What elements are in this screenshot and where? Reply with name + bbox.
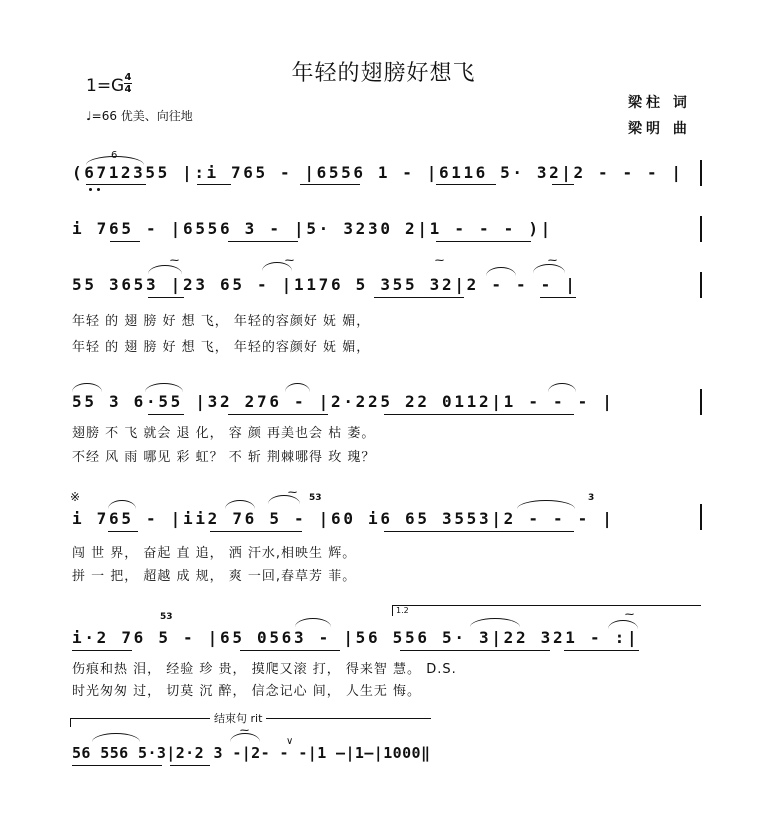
notation-line: 56 556 5·3|2·2 3 -|2- - -|1 —|1—|1000‖ [72, 744, 431, 762]
slur [548, 383, 576, 392]
beam [400, 650, 550, 651]
mordent: ⁓ [625, 610, 634, 620]
composer-credit: 梁明 曲 [628, 121, 691, 137]
breath-mark: ∨ [286, 736, 294, 747]
beam [108, 531, 138, 532]
beam [384, 414, 574, 415]
beam [210, 531, 302, 532]
beam [436, 184, 496, 185]
lyric-verse-2: 不经 风 雨 哪见 彩 虹？ 不 斩 荆棘哪得 玫 瑰？ [72, 450, 376, 465]
slur [108, 500, 136, 509]
time-signature-bottom: 4 [124, 84, 132, 95]
slur [72, 383, 102, 392]
beam [240, 650, 340, 651]
beam [148, 414, 184, 415]
slur [145, 383, 183, 392]
lyric-verse-2: 拼 一 把， 超越 成 规， 爽 一回,春草芳 菲。 [72, 569, 357, 584]
slur [517, 500, 575, 509]
beam [300, 184, 360, 185]
lyric-verse-2: 年轻 的 翅 膀 好 想 飞， 年轻的容颜好 妩 媚， [72, 340, 371, 355]
beam [86, 184, 146, 185]
segno-sign: ※ [70, 490, 81, 504]
lyricist-credit: 梁柱 词 [628, 95, 691, 111]
beam [170, 765, 210, 766]
tempo-marking: ♩=66 优美、向往地 [86, 109, 193, 123]
slur [148, 265, 182, 274]
notation-line: 55 3653 |23 65 - |1176 5 355 32|2 - - - | [72, 275, 578, 294]
time-signature [124, 73, 132, 94]
lyric-verse-1: 闯 世 界， 奋起 直 追， 洒 汗水,相映生 辉。 [72, 546, 357, 561]
mordent: ⁓ [170, 256, 179, 266]
time-signature-top: 4 [124, 72, 132, 83]
barline [700, 216, 702, 242]
barline [700, 272, 702, 298]
barline [700, 160, 702, 186]
volta-number: 1.2 [396, 606, 409, 615]
lyric-verse-2: 时光匆匆 过， 切莫 沉 醉， 信念记心 间， 人生无 悔。 [72, 684, 422, 699]
mordent: ⁓ [285, 256, 294, 266]
beam [148, 297, 184, 298]
barline [700, 389, 702, 415]
volta-bracket [392, 605, 701, 616]
beam [564, 650, 639, 651]
slur [285, 383, 310, 392]
beam [374, 297, 464, 298]
low-octave-dot [97, 188, 100, 191]
beam [552, 184, 574, 185]
beam [540, 297, 576, 298]
beam [110, 241, 140, 242]
ending-label: 结束句 rit [210, 710, 266, 726]
grace-note: 3 [588, 493, 595, 503]
mordent: ⁓ [240, 726, 249, 736]
beam [72, 765, 162, 766]
slur [470, 618, 520, 627]
beam [228, 414, 328, 415]
beam [436, 241, 531, 242]
slur [225, 500, 255, 509]
notation-line: i·2 76 5 - |65 0563 - |56 556 5· 3|22 321 - :| [72, 628, 640, 647]
slur [295, 618, 331, 627]
beam [72, 650, 132, 651]
barline [700, 504, 702, 530]
mordent: ⁓ [288, 488, 297, 498]
notation-line: 55 3 6·55 |32 276 - |2·225 22 0112|1 - - - | [72, 392, 615, 411]
low-octave-dot [89, 188, 92, 191]
beam [197, 184, 231, 185]
grace-note: 53 [160, 612, 173, 622]
mordent: ⁓ [548, 256, 557, 266]
lyric-verse-1: 年轻 的 翅 膀 好 想 飞， 年轻的容颜好 妩 媚， [72, 314, 371, 329]
ornament-number: 6 [111, 150, 118, 161]
beam [384, 531, 574, 532]
beam [228, 241, 298, 242]
key-signature: 1=G [86, 76, 125, 96]
song-title: 年轻的翅膀好想飞 [291, 61, 476, 86]
notation-line: i 765 - |ii2 76 5 - |60 i6 65 3553|2 - - - | [72, 509, 615, 528]
lyric-verse-1: 伤痕和热 泪， 经验 珍 贵， 摸爬又滚 打， 得来智 慧。 D.S. [72, 662, 457, 677]
notation-line: (6712355 |:i 765 - |6556 1 - |6116 5· 32|2 - - - | [72, 163, 684, 182]
lyric-verse-1: 翅膀 不 飞 就会 退 化， 容 颜 再美也会 枯 萎。 [72, 426, 376, 441]
slur [92, 733, 140, 742]
notation-line: i 765 - |6556 3 - |5· 3230 2|1 - - - )| [72, 219, 553, 238]
mordent: ⁓ [435, 256, 444, 266]
grace-note: 53 [309, 493, 322, 503]
